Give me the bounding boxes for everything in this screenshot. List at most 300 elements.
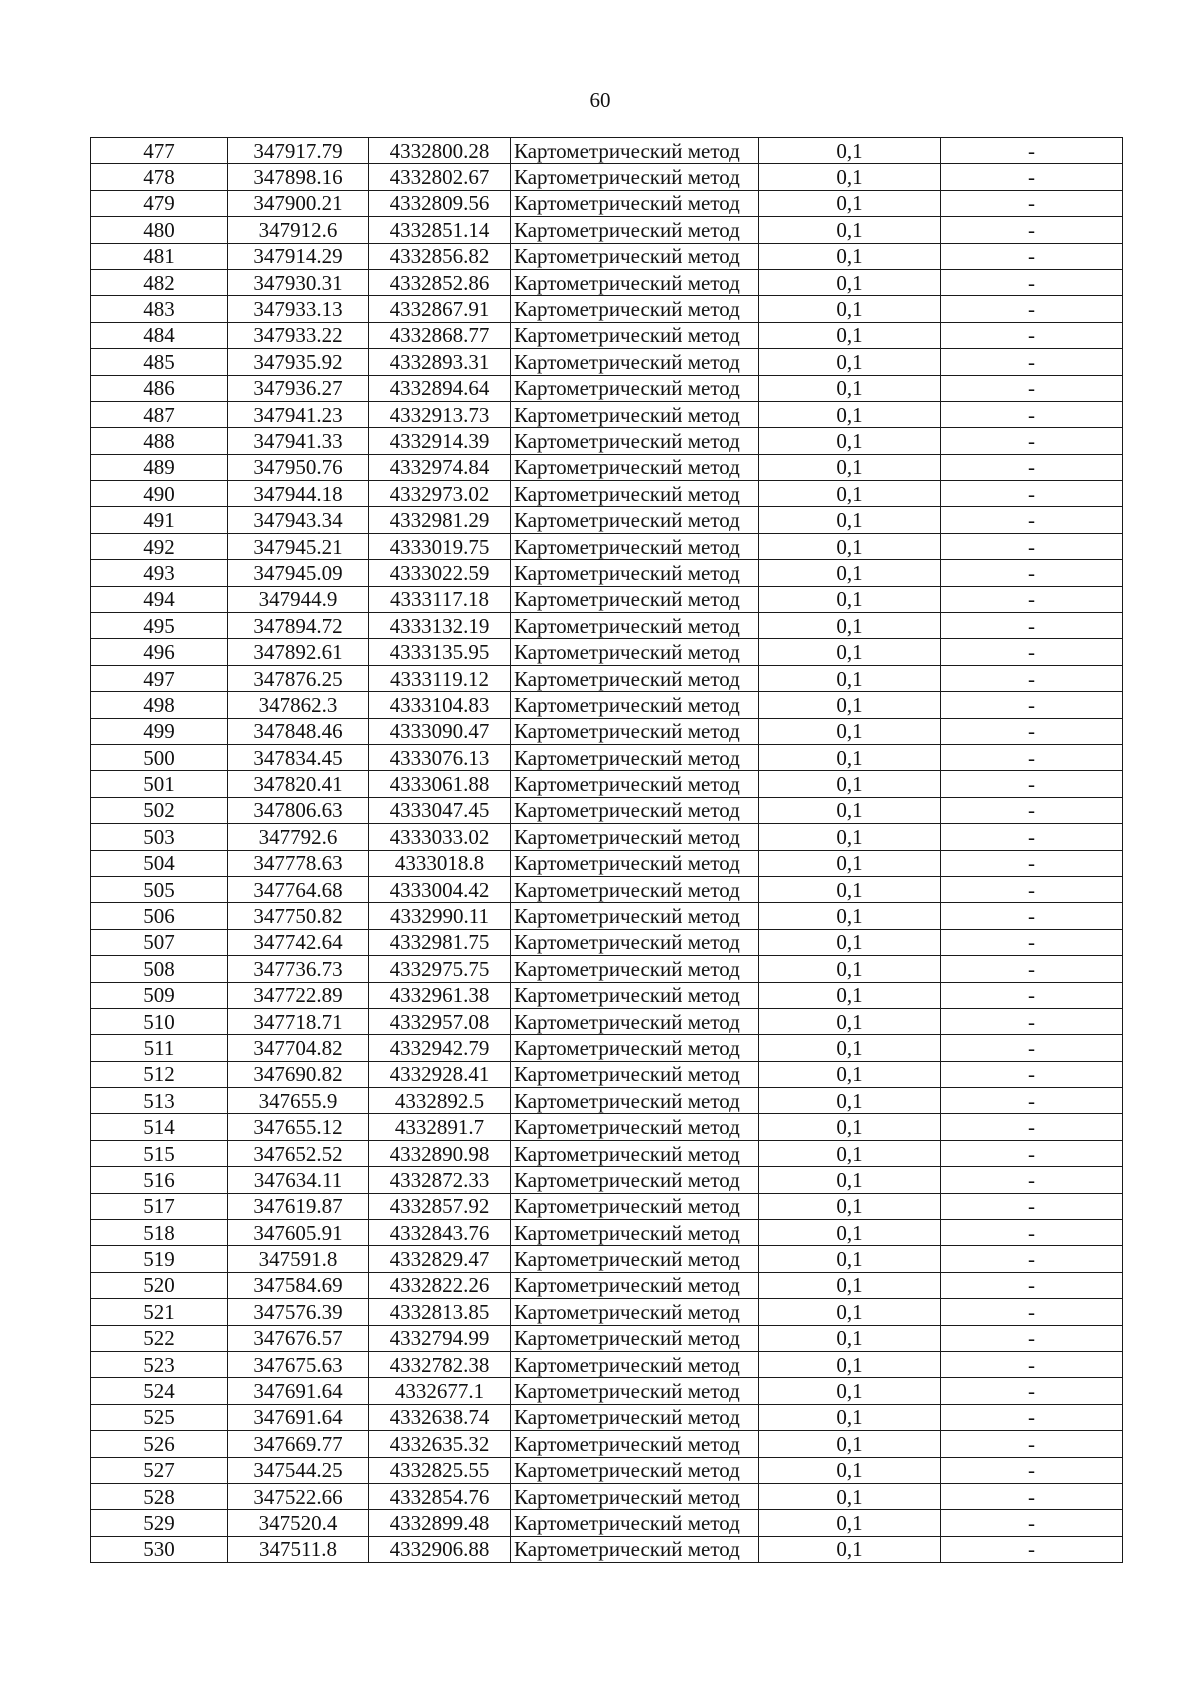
accuracy-cell: 0,1 [759, 454, 941, 480]
y-coordinate-cell: 4332928.41 [369, 1061, 511, 1087]
x-coordinate-cell: 347691.64 [228, 1378, 369, 1404]
y-coordinate-cell: 4332975.75 [369, 956, 511, 982]
method-cell: Картометрический метод [511, 1167, 759, 1193]
x-coordinate-cell: 347704.82 [228, 1035, 369, 1061]
table-row [91, 903, 1123, 929]
method-cell: Картометрический метод [511, 586, 759, 612]
method-cell: Картометрический метод [511, 269, 759, 295]
accuracy-cell: 0,1 [759, 929, 941, 955]
y-coordinate-cell: 4332868.77 [369, 322, 511, 348]
table-row [91, 1457, 1123, 1483]
table-row [91, 1431, 1123, 1457]
accuracy-cell: 0,1 [759, 217, 941, 243]
y-coordinate-cell: 4333022.59 [369, 560, 511, 586]
x-coordinate-cell: 347675.63 [228, 1351, 369, 1377]
accuracy-cell: 0,1 [759, 1510, 941, 1536]
point-number-cell: 504 [91, 850, 228, 876]
note-cell: - [941, 1140, 1123, 1166]
method-cell: Картометрический метод [511, 243, 759, 269]
point-number-cell: 510 [91, 1008, 228, 1034]
point-number-cell: 495 [91, 613, 228, 639]
point-number-cell: 501 [91, 771, 228, 797]
method-cell: Картометрический метод [511, 190, 759, 216]
point-number-cell: 488 [91, 428, 228, 454]
point-number-cell: 493 [91, 560, 228, 586]
x-coordinate-cell: 347943.34 [228, 507, 369, 533]
y-coordinate-cell: 4333132.19 [369, 613, 511, 639]
method-cell: Картометрический метод [511, 1351, 759, 1377]
point-number-cell: 511 [91, 1035, 228, 1061]
x-coordinate-cell: 347652.52 [228, 1140, 369, 1166]
method-cell: Картометрический метод [511, 1404, 759, 1430]
point-number-cell: 520 [91, 1272, 228, 1298]
accuracy-cell: 0,1 [759, 639, 941, 665]
x-coordinate-cell: 347778.63 [228, 850, 369, 876]
table-row [91, 982, 1123, 1008]
point-number-cell: 529 [91, 1510, 228, 1536]
point-number-cell: 527 [91, 1457, 228, 1483]
accuracy-cell: 0,1 [759, 903, 941, 929]
point-number-cell: 503 [91, 824, 228, 850]
y-coordinate-cell: 4332857.92 [369, 1193, 511, 1219]
table-row [91, 692, 1123, 718]
y-coordinate-cell: 4332843.76 [369, 1220, 511, 1246]
table-row [91, 349, 1123, 375]
method-cell: Картометрический метод [511, 217, 759, 243]
accuracy-cell: 0,1 [759, 296, 941, 322]
y-coordinate-cell: 4332638.74 [369, 1404, 511, 1430]
accuracy-cell: 0,1 [759, 718, 941, 744]
table-row [91, 1351, 1123, 1377]
accuracy-cell: 0,1 [759, 138, 941, 164]
point-number-cell: 502 [91, 797, 228, 823]
note-cell: - [941, 929, 1123, 955]
accuracy-cell: 0,1 [759, 507, 941, 533]
method-cell: Картометрический метод [511, 322, 759, 348]
y-coordinate-cell: 4333018.8 [369, 850, 511, 876]
table-row [91, 296, 1123, 322]
accuracy-cell: 0,1 [759, 1431, 941, 1457]
x-coordinate-cell: 347584.69 [228, 1272, 369, 1298]
x-coordinate-cell: 347944.18 [228, 481, 369, 507]
method-cell: Картометрический метод [511, 613, 759, 639]
y-coordinate-cell: 4333135.95 [369, 639, 511, 665]
method-cell: Картометрический метод [511, 744, 759, 770]
method-cell: Картометрический метод [511, 1483, 759, 1509]
y-coordinate-cell: 4332974.84 [369, 454, 511, 480]
x-coordinate-cell: 347876.25 [228, 665, 369, 691]
table-row [91, 1483, 1123, 1509]
accuracy-cell: 0,1 [759, 1088, 941, 1114]
method-cell: Картометрический метод [511, 296, 759, 322]
y-coordinate-cell: 4333061.88 [369, 771, 511, 797]
note-cell: - [941, 138, 1123, 164]
note-cell: - [941, 1510, 1123, 1536]
y-coordinate-cell: 4333047.45 [369, 797, 511, 823]
accuracy-cell: 0,1 [759, 533, 941, 559]
point-number-cell: 518 [91, 1220, 228, 1246]
table-row [91, 1193, 1123, 1219]
method-cell: Картометрический метод [511, 665, 759, 691]
table-row [91, 718, 1123, 744]
x-coordinate-cell: 347935.92 [228, 349, 369, 375]
accuracy-cell: 0,1 [759, 428, 941, 454]
point-number-cell: 489 [91, 454, 228, 480]
accuracy-cell: 0,1 [759, 1114, 941, 1140]
x-coordinate-cell: 347834.45 [228, 744, 369, 770]
accuracy-cell: 0,1 [759, 824, 941, 850]
x-coordinate-cell: 347914.29 [228, 243, 369, 269]
method-cell: Картометрический метод [511, 1536, 759, 1562]
y-coordinate-cell: 4332899.48 [369, 1510, 511, 1536]
y-coordinate-cell: 4332894.64 [369, 375, 511, 401]
method-cell: Картометрический метод [511, 401, 759, 427]
accuracy-cell: 0,1 [759, 1167, 941, 1193]
accuracy-cell: 0,1 [759, 692, 941, 718]
table-row [91, 1246, 1123, 1272]
y-coordinate-cell: 4333019.75 [369, 533, 511, 559]
accuracy-cell: 0,1 [759, 560, 941, 586]
x-coordinate-cell: 347950.76 [228, 454, 369, 480]
note-cell: - [941, 533, 1123, 559]
y-coordinate-cell: 4332802.67 [369, 164, 511, 190]
accuracy-cell: 0,1 [759, 375, 941, 401]
method-cell: Картометрический метод [511, 1299, 759, 1325]
point-number-cell: 494 [91, 586, 228, 612]
coordinates-table-body [91, 138, 1123, 1563]
note-cell: - [941, 375, 1123, 401]
note-cell: - [941, 1220, 1123, 1246]
table-row [91, 190, 1123, 216]
point-number-cell: 490 [91, 481, 228, 507]
method-cell: Картометрический метод [511, 1114, 759, 1140]
y-coordinate-cell: 4332856.82 [369, 243, 511, 269]
note-cell: - [941, 507, 1123, 533]
note-cell: - [941, 1299, 1123, 1325]
table-row [91, 744, 1123, 770]
y-coordinate-cell: 4332890.98 [369, 1140, 511, 1166]
note-cell: - [941, 349, 1123, 375]
method-cell: Картометрический метод [511, 375, 759, 401]
method-cell: Картометрический метод [511, 533, 759, 559]
point-number-cell: 498 [91, 692, 228, 718]
accuracy-cell: 0,1 [759, 1457, 941, 1483]
x-coordinate-cell: 347655.12 [228, 1114, 369, 1140]
table-row [91, 613, 1123, 639]
point-number-cell: 479 [91, 190, 228, 216]
point-number-cell: 487 [91, 401, 228, 427]
note-cell: - [941, 639, 1123, 665]
table-row [91, 1114, 1123, 1140]
note-cell: - [941, 560, 1123, 586]
table-row [91, 1008, 1123, 1034]
accuracy-cell: 0,1 [759, 164, 941, 190]
accuracy-cell: 0,1 [759, 401, 941, 427]
method-cell: Картометрический метод [511, 876, 759, 902]
point-number-cell: 517 [91, 1193, 228, 1219]
x-coordinate-cell: 347900.21 [228, 190, 369, 216]
method-cell: Картометрический метод [511, 1431, 759, 1457]
table-row [91, 375, 1123, 401]
note-cell: - [941, 1008, 1123, 1034]
method-cell: Картометрический метод [511, 771, 759, 797]
table-row [91, 1272, 1123, 1298]
y-coordinate-cell: 4332825.55 [369, 1457, 511, 1483]
method-cell: Картометрический метод [511, 1378, 759, 1404]
accuracy-cell: 0,1 [759, 744, 941, 770]
coordinates-table [90, 137, 1123, 1563]
x-coordinate-cell: 347933.22 [228, 322, 369, 348]
y-coordinate-cell: 4332942.79 [369, 1035, 511, 1061]
x-coordinate-cell: 347691.64 [228, 1404, 369, 1430]
point-number-cell: 515 [91, 1140, 228, 1166]
y-coordinate-cell: 4332913.73 [369, 401, 511, 427]
y-coordinate-cell: 4332893.31 [369, 349, 511, 375]
note-cell: - [941, 190, 1123, 216]
y-coordinate-cell: 4332813.85 [369, 1299, 511, 1325]
point-number-cell: 524 [91, 1378, 228, 1404]
accuracy-cell: 0,1 [759, 1061, 941, 1087]
x-coordinate-cell: 347944.9 [228, 586, 369, 612]
table-row [91, 1404, 1123, 1430]
note-cell: - [941, 1483, 1123, 1509]
y-coordinate-cell: 4332957.08 [369, 1008, 511, 1034]
point-number-cell: 486 [91, 375, 228, 401]
table-row [91, 1378, 1123, 1404]
note-cell: - [941, 613, 1123, 639]
y-coordinate-cell: 4332961.38 [369, 982, 511, 1008]
point-number-cell: 481 [91, 243, 228, 269]
y-coordinate-cell: 4332782.38 [369, 1351, 511, 1377]
table-row [91, 797, 1123, 823]
table-row [91, 217, 1123, 243]
accuracy-cell: 0,1 [759, 190, 941, 216]
y-coordinate-cell: 4332906.88 [369, 1536, 511, 1562]
note-cell: - [941, 1457, 1123, 1483]
accuracy-cell: 0,1 [759, 797, 941, 823]
y-coordinate-cell: 4332800.28 [369, 138, 511, 164]
table-row [91, 401, 1123, 427]
note-cell: - [941, 322, 1123, 348]
y-coordinate-cell: 4333076.13 [369, 744, 511, 770]
x-coordinate-cell: 347941.33 [228, 428, 369, 454]
note-cell: - [941, 982, 1123, 1008]
x-coordinate-cell: 347690.82 [228, 1061, 369, 1087]
accuracy-cell: 0,1 [759, 1246, 941, 1272]
method-cell: Картометрический метод [511, 929, 759, 955]
note-cell: - [941, 296, 1123, 322]
point-number-cell: 509 [91, 982, 228, 1008]
note-cell: - [941, 1114, 1123, 1140]
point-number-cell: 530 [91, 1536, 228, 1562]
table-row [91, 1167, 1123, 1193]
y-coordinate-cell: 4333104.83 [369, 692, 511, 718]
note-cell: - [941, 217, 1123, 243]
x-coordinate-cell: 347892.61 [228, 639, 369, 665]
method-cell: Картометрический метод [511, 1510, 759, 1536]
table-row [91, 665, 1123, 691]
method-cell: Картометрический метод [511, 718, 759, 744]
x-coordinate-cell: 347917.79 [228, 138, 369, 164]
point-number-cell: 482 [91, 269, 228, 295]
x-coordinate-cell: 347820.41 [228, 771, 369, 797]
x-coordinate-cell: 347941.23 [228, 401, 369, 427]
x-coordinate-cell: 347605.91 [228, 1220, 369, 1246]
note-cell: - [941, 401, 1123, 427]
note-cell: - [941, 1193, 1123, 1219]
note-cell: - [941, 243, 1123, 269]
point-number-cell: 513 [91, 1088, 228, 1114]
accuracy-cell: 0,1 [759, 1008, 941, 1034]
method-cell: Картометрический метод [511, 1193, 759, 1219]
point-number-cell: 506 [91, 903, 228, 929]
table-row [91, 586, 1123, 612]
table-row [91, 481, 1123, 507]
x-coordinate-cell: 347520.4 [228, 1510, 369, 1536]
table-row [91, 1035, 1123, 1061]
x-coordinate-cell: 347544.25 [228, 1457, 369, 1483]
table-row [91, 269, 1123, 295]
accuracy-cell: 0,1 [759, 982, 941, 1008]
note-cell: - [941, 269, 1123, 295]
x-coordinate-cell: 347511.8 [228, 1536, 369, 1562]
method-cell: Картометрический метод [511, 138, 759, 164]
method-cell: Картометрический метод [511, 1008, 759, 1034]
table-row [91, 1510, 1123, 1536]
note-cell: - [941, 1404, 1123, 1430]
point-number-cell: 499 [91, 718, 228, 744]
x-coordinate-cell: 347669.77 [228, 1431, 369, 1457]
accuracy-cell: 0,1 [759, 1193, 941, 1219]
point-number-cell: 480 [91, 217, 228, 243]
point-number-cell: 483 [91, 296, 228, 322]
note-cell: - [941, 1088, 1123, 1114]
x-coordinate-cell: 347933.13 [228, 296, 369, 322]
table-row [91, 428, 1123, 454]
y-coordinate-cell: 4332851.14 [369, 217, 511, 243]
x-coordinate-cell: 347522.66 [228, 1483, 369, 1509]
accuracy-cell: 0,1 [759, 481, 941, 507]
note-cell: - [941, 797, 1123, 823]
table-row [91, 243, 1123, 269]
accuracy-cell: 0,1 [759, 1483, 941, 1509]
table-row [91, 138, 1123, 164]
y-coordinate-cell: 4333119.12 [369, 665, 511, 691]
note-cell: - [941, 1351, 1123, 1377]
x-coordinate-cell: 347806.63 [228, 797, 369, 823]
y-coordinate-cell: 4332981.75 [369, 929, 511, 955]
method-cell: Картометрический метод [511, 1325, 759, 1351]
y-coordinate-cell: 4332973.02 [369, 481, 511, 507]
note-cell: - [941, 1378, 1123, 1404]
table-row [91, 322, 1123, 348]
point-number-cell: 491 [91, 507, 228, 533]
table-row [91, 1299, 1123, 1325]
table-row [91, 1220, 1123, 1246]
point-number-cell: 525 [91, 1404, 228, 1430]
table-row [91, 164, 1123, 190]
x-coordinate-cell: 347634.11 [228, 1167, 369, 1193]
x-coordinate-cell: 347848.46 [228, 718, 369, 744]
accuracy-cell: 0,1 [759, 1536, 941, 1562]
note-cell: - [941, 1167, 1123, 1193]
accuracy-cell: 0,1 [759, 586, 941, 612]
method-cell: Картометрический метод [511, 1246, 759, 1272]
method-cell: Картометрический метод [511, 1035, 759, 1061]
table-row [91, 507, 1123, 533]
note-cell: - [941, 1272, 1123, 1298]
method-cell: Картометрический метод [511, 982, 759, 1008]
x-coordinate-cell: 347742.64 [228, 929, 369, 955]
table-row [91, 1536, 1123, 1562]
table-row [91, 560, 1123, 586]
table-row [91, 956, 1123, 982]
point-number-cell: 507 [91, 929, 228, 955]
point-number-cell: 522 [91, 1325, 228, 1351]
x-coordinate-cell: 347576.39 [228, 1299, 369, 1325]
table-row [91, 850, 1123, 876]
y-coordinate-cell: 4333117.18 [369, 586, 511, 612]
x-coordinate-cell: 347764.68 [228, 876, 369, 902]
note-cell: - [941, 481, 1123, 507]
method-cell: Картометрический метод [511, 1088, 759, 1114]
point-number-cell: 500 [91, 744, 228, 770]
accuracy-cell: 0,1 [759, 613, 941, 639]
x-coordinate-cell: 347591.8 [228, 1246, 369, 1272]
y-coordinate-cell: 4333090.47 [369, 718, 511, 744]
x-coordinate-cell: 347945.09 [228, 560, 369, 586]
x-coordinate-cell: 347862.3 [228, 692, 369, 718]
accuracy-cell: 0,1 [759, 1220, 941, 1246]
point-number-cell: 528 [91, 1483, 228, 1509]
note-cell: - [941, 744, 1123, 770]
method-cell: Картометрический метод [511, 1061, 759, 1087]
method-cell: Картометрический метод [511, 1220, 759, 1246]
note-cell: - [941, 1536, 1123, 1562]
table-row [91, 824, 1123, 850]
point-number-cell: 478 [91, 164, 228, 190]
x-coordinate-cell: 347676.57 [228, 1325, 369, 1351]
accuracy-cell: 0,1 [759, 1035, 941, 1061]
method-cell: Картометрический метод [511, 639, 759, 665]
point-number-cell: 496 [91, 639, 228, 665]
method-cell: Картометрический метод [511, 428, 759, 454]
note-cell: - [941, 903, 1123, 929]
x-coordinate-cell: 347945.21 [228, 533, 369, 559]
y-coordinate-cell: 4332990.11 [369, 903, 511, 929]
y-coordinate-cell: 4332829.47 [369, 1246, 511, 1272]
accuracy-cell: 0,1 [759, 1299, 941, 1325]
method-cell: Картометрический метод [511, 454, 759, 480]
x-coordinate-cell: 347912.6 [228, 217, 369, 243]
point-number-cell: 523 [91, 1351, 228, 1377]
note-cell: - [941, 824, 1123, 850]
method-cell: Картометрический метод [511, 797, 759, 823]
note-cell: - [941, 586, 1123, 612]
note-cell: - [941, 1431, 1123, 1457]
note-cell: - [941, 428, 1123, 454]
table-row [91, 771, 1123, 797]
table-row [91, 1088, 1123, 1114]
note-cell: - [941, 692, 1123, 718]
y-coordinate-cell: 4332891.7 [369, 1114, 511, 1140]
x-coordinate-cell: 347722.89 [228, 982, 369, 1008]
accuracy-cell: 0,1 [759, 956, 941, 982]
note-cell: - [941, 850, 1123, 876]
accuracy-cell: 0,1 [759, 1404, 941, 1430]
note-cell: - [941, 1246, 1123, 1272]
y-coordinate-cell: 4332809.56 [369, 190, 511, 216]
